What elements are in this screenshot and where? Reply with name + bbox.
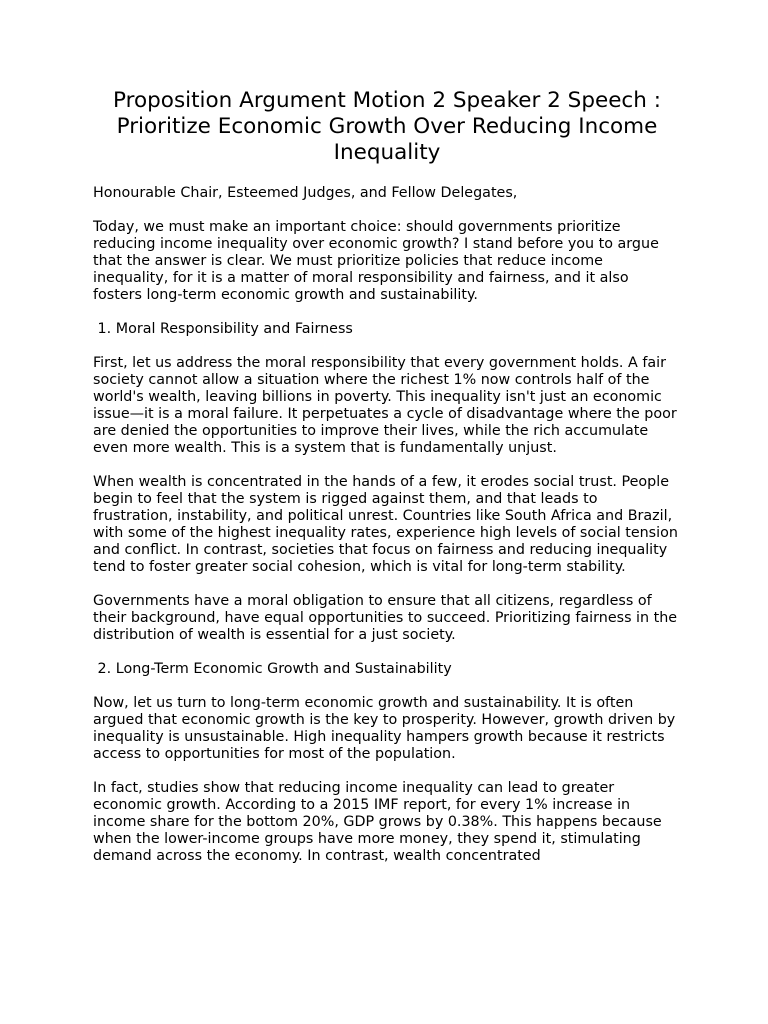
section-1-paragraph-1: First, let us address the moral responsibility that every government holds. A fair society cannot allow a situation where the richest 1% now controls half of the world's wealth, leaving billions in poverty. This inequality isn't just an economic issue—it is a moral failure. It perpetuates a cycle of disadvantage where the poor are denied the opportunities to improve their lives, while the rich accumulate even more wealth. This is a system that is fundamentally unjust. — [93, 355, 682, 456]
section-2-heading: 2. Long-Term Economic Growth and Sustainability — [93, 661, 452, 677]
section-2-paragraph-1: Now, let us turn to long-term economic growth and sustainability. It is often argued that economic growth is the key to prosperity. However, growth driven by inequality is unsustainable. High inequality hampers growth because it restricts access to opportunities for most of the population. — [93, 695, 680, 762]
section-2-paragraph-2: In fact, studies show that reducing income inequality can lead to greater economic growth. According to a 2015 IMF report, for every 1% increase in income share for the bottom 20%, GDP grows by 0.38%. This happens because when the lower-income groups have more money, they spend it, stimulating demand across the economy. In contrast, wealth concentrated — [93, 780, 667, 864]
salutation: Honourable Chair, Esteemed Judges, and Fellow Delegates, — [93, 185, 518, 201]
intro-paragraph: Today, we must make an important choice: should governments prioritize reducing income inequality over economic growth? I stand before you to argue that the answer is clear. We must prioritize policies that reduce income inequality, for it is a matter of moral responsibility and fairness, and it also fosters long-term economic growth and sustainability. — [93, 219, 664, 303]
section-1-paragraph-3: Governments have a moral obligation to ensure that all citizens, regardless of their background, have equal opportunities to succeed. Prioritizing fairness in the distribution of wealth is essential for a just society. — [93, 593, 682, 643]
section-1-paragraph-2: When wealth is concentrated in the hands of a few, it erodes social trust. People begin to feel that the system is rigged against them, and that leads to frustration, instability, and political unrest. Countries like South Africa and Brazil, with some of the highest inequality rates, experience high levels of social tension and conflict. In contrast, societies that focus on fairness and reducing inequality tend to foster greater social cohesion, which is vital for long-term stability. — [93, 474, 683, 575]
document-title: Proposition Argument Motion 2 Speaker 2 Speech : Prioritize Economic Growth Over Reducing Income Inequality — [113, 88, 661, 165]
document-page — [93, 88, 681, 865]
section-1-heading: 1. Moral Responsibility and Fairness — [93, 321, 353, 337]
